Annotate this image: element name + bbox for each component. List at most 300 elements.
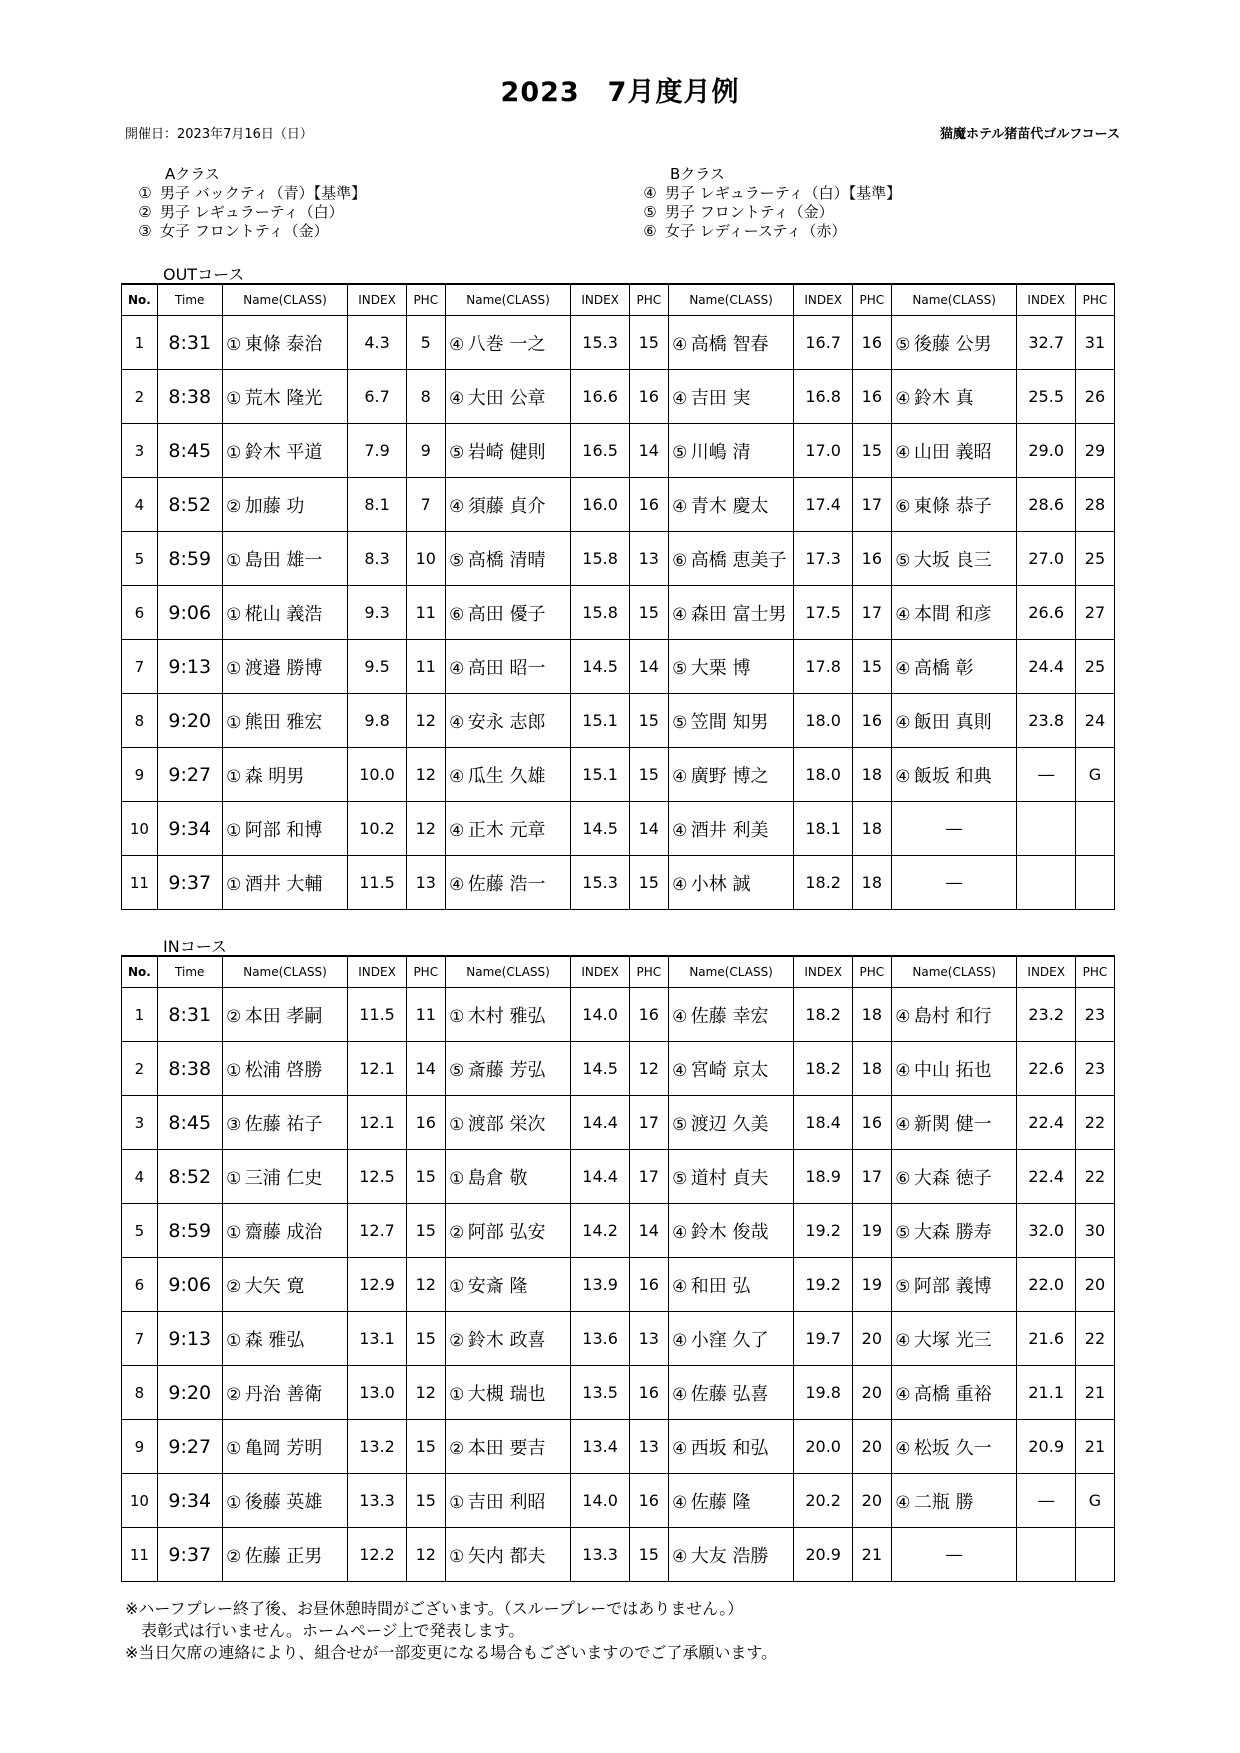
player-class-mark: ④ [449,766,465,787]
player-name: 齋藤 成治 [244,1221,323,1243]
player-name-cell [668,856,794,910]
player-class-mark: ④ [672,1330,688,1351]
player-name: 森田 富士男 [690,603,787,625]
player-class-mark: ① [226,766,242,787]
player-name: 森 雅弘 [244,1329,305,1351]
player-name-cell [891,478,1017,532]
player-index: 19.7 [794,1312,852,1366]
player-phc: 13 [629,532,668,586]
table-row [122,694,1115,748]
player-phc: 17 [852,1150,891,1204]
player-index: 13.3 [348,1474,406,1528]
player-name: 飯田 真則 [913,711,992,733]
player-index: 14.4 [571,1150,629,1204]
tee-time: 8:45 [157,424,222,478]
header-phc: PHC [406,956,445,988]
table-row [122,1528,1115,1582]
player-name: 中山 拓也 [913,1059,992,1081]
player-class-mark: ⑤ [449,550,465,571]
player-phc: 20 [852,1366,891,1420]
player-index: 17.4 [794,478,852,532]
player-class-mark: ④ [672,1222,688,1243]
player-phc: 15 [629,856,668,910]
player-class-mark: ④ [672,1060,688,1081]
player-class-mark: ④ [895,388,911,409]
player-phc: 13 [629,1312,668,1366]
player-name: 阿部 弘安 [467,1221,546,1243]
player-name-cell [668,1042,794,1096]
player-phc: 18 [852,748,891,802]
player-class-mark: ① [226,334,242,355]
player-index: 14.4 [571,1096,629,1150]
player-name-cell [222,1420,348,1474]
player-phc: 15 [629,316,668,370]
player-phc: 16 [629,1474,668,1528]
player-index: 8.1 [348,478,406,532]
player-name: 本間 和彦 [913,603,992,625]
player-class-mark: ④ [672,1276,688,1297]
player-name: 渡邉 勝博 [244,657,323,679]
table-row [122,802,1115,856]
player-class-mark: ⑥ [895,1168,911,1189]
player-name: 松浦 啓勝 [244,1059,323,1081]
header-name: Name(CLASS) [891,956,1017,988]
player-name-cell [222,1096,348,1150]
player-phc: 24 [1075,694,1114,748]
player-index: 15.3 [571,316,629,370]
player-index: 11.5 [348,856,406,910]
player-name: 高橋 清晴 [467,549,546,571]
player-name-cell [668,802,794,856]
player-name: 島倉 敬 [467,1167,528,1189]
tee-time: 8:52 [157,478,222,532]
player-name-cell [891,988,1017,1042]
player-phc: 13 [406,856,445,910]
player-name: 佐藤 浩一 [467,873,546,895]
player-index: 13.0 [348,1366,406,1420]
player-name-cell [445,532,571,586]
player-phc: G [1075,748,1114,802]
group-number: 2 [122,1042,158,1096]
player-name-cell [891,316,1017,370]
player-index: 12.1 [348,1042,406,1096]
player-index: 29.0 [1017,424,1075,478]
player-index: 14.5 [571,640,629,694]
player-index: 19.8 [794,1366,852,1420]
player-name-cell [445,1366,571,1420]
player-class-mark: ④ [672,820,688,841]
player-class-mark: ④ [449,388,465,409]
tee-time: 8:31 [157,988,222,1042]
player-name-cell [668,532,794,586]
player-phc: 11 [406,988,445,1042]
player-name: 高橋 智春 [690,333,769,355]
player-name-cell [445,1528,571,1582]
player-name-cell [445,694,571,748]
player-index: 18.2 [794,1042,852,1096]
group-number: 8 [122,1366,158,1420]
player-index: 18.2 [794,988,852,1042]
player-name: 山田 義昭 [913,441,992,463]
tee-time: 8:45 [157,1096,222,1150]
player-phc: 15 [406,1312,445,1366]
player-phc: 15 [629,586,668,640]
player-phc: 22 [1075,1096,1114,1150]
player-name-cell [668,1096,794,1150]
player-index: 9.5 [348,640,406,694]
player-name: 後藤 英雄 [244,1491,323,1513]
player-phc: 17 [629,1150,668,1204]
player-phc: 25 [1075,640,1114,694]
player-class-mark: ① [449,1276,465,1297]
player-index: 15.3 [571,856,629,910]
player-name-cell [668,1312,794,1366]
class-mark: ① [138,184,152,202]
player-class-mark: ⑤ [672,442,688,463]
player-phc: 22 [1075,1150,1114,1204]
player-phc: 12 [406,802,445,856]
player-name: 大塚 光三 [913,1329,992,1351]
player-phc: 11 [406,640,445,694]
player-index: 16.5 [571,424,629,478]
player-name: 矢内 都夫 [467,1545,546,1567]
player-index: 15.1 [571,694,629,748]
player-name-cell [891,424,1017,478]
player-name: 西坂 和弘 [690,1437,769,1459]
header-name: Name(CLASS) [445,956,571,988]
player-index: 32.0 [1017,1204,1075,1258]
player-class-mark: ① [226,874,242,895]
player-class-mark: ① [226,1168,242,1189]
player-name-cell [891,586,1017,640]
player-class-mark: ④ [449,874,465,895]
player-index: 13.4 [571,1420,629,1474]
player-phc: 19 [852,1204,891,1258]
player-name-cell [891,532,1017,586]
player-class-mark: ② [226,1276,242,1297]
tee-time: 8:59 [157,1204,222,1258]
player-class-mark: ① [449,1168,465,1189]
player-class-mark: ④ [895,1438,911,1459]
player-class-mark: ① [226,820,242,841]
player-name: 本田 要吉 [467,1437,546,1459]
player-index: 12.1 [348,1096,406,1150]
header-name: Name(CLASS) [222,284,348,316]
player-phc: 20 [852,1474,891,1528]
player-index: 14.0 [571,988,629,1042]
player-name-cell [445,640,571,694]
player-name-cell [222,1042,348,1096]
tee-time: 9:20 [157,694,222,748]
table-row [122,1312,1115,1366]
table-header-row [122,284,1115,316]
player-index [1017,856,1075,910]
tee-time: 9:13 [157,1312,222,1366]
player-phc: 16 [852,1096,891,1150]
player-phc: 16 [852,532,891,586]
player-name-cell [891,1204,1017,1258]
tee-time: 9:20 [157,1366,222,1420]
group-number: 8 [122,694,158,748]
event-date: 開催日：2023年7月16日（日） [125,127,313,142]
player-class-mark: ④ [895,1060,911,1081]
player-class-mark: ④ [449,334,465,355]
player-name-cell [668,1204,794,1258]
player-name-cell [222,694,348,748]
player-name: 新関 健一 [913,1113,992,1135]
player-phc: 15 [629,694,668,748]
player-class-mark: ④ [672,1546,688,1567]
player-index: 27.0 [1017,532,1075,586]
player-name: 大森 徳子 [913,1167,992,1189]
player-class-mark: ② [226,1546,242,1567]
player-class-mark: ⑤ [449,442,465,463]
player-phc: 14 [629,424,668,478]
player-index: 32.7 [1017,316,1075,370]
player-index: 20.9 [794,1528,852,1582]
group-number: 11 [122,856,158,910]
header-phc: PHC [1075,284,1114,316]
player-class-mark: ① [449,1384,465,1405]
player-name-cell [445,1258,571,1312]
player-name: 佐藤 祐子 [244,1113,323,1135]
player-name: 小林 誠 [690,873,751,895]
group-number: 1 [122,316,158,370]
player-phc [1075,1528,1114,1582]
player-index: 16.7 [794,316,852,370]
player-class-mark: ① [226,1222,242,1243]
class-mark: ③ [138,222,152,240]
player-phc: 18 [852,802,891,856]
player-name-cell [891,694,1017,748]
player-index: 11.5 [348,988,406,1042]
player-class-mark: ④ [895,442,911,463]
group-number: 4 [122,478,158,532]
player-name: 松坂 久一 [913,1437,992,1459]
player-name: 鈴木 真 [913,387,974,409]
page-title: 2023 7月度月例 [500,77,740,108]
player-name-cell [668,370,794,424]
class-mark: ④ [643,184,657,202]
player-class-mark: ① [226,1438,242,1459]
player-phc: 20 [852,1312,891,1366]
player-index: 4.3 [348,316,406,370]
player-name: 小窪 久了 [690,1329,769,1351]
class-text: 男子 レギュラーティ（白）【基準】 [665,184,902,202]
player-index: ― [1017,1474,1075,1528]
player-name-cell [222,424,348,478]
player-index: 17.5 [794,586,852,640]
player-name: 斎藤 芳弘 [467,1059,546,1081]
player-index: 15.8 [571,532,629,586]
class-mark: ② [138,203,152,221]
group-number: 5 [122,1204,158,1258]
player-name-cell [891,370,1017,424]
player-phc: 15 [406,1204,445,1258]
player-class-mark: ④ [895,658,911,679]
player-class-mark: ② [226,496,242,517]
player-name-cell [891,748,1017,802]
player-name-cell [445,988,571,1042]
player-index: 14.5 [571,1042,629,1096]
table-row [122,1204,1115,1258]
table-row [122,1474,1115,1528]
player-class-mark: ④ [449,712,465,733]
group-number: 10 [122,802,158,856]
player-index: 18.0 [794,748,852,802]
tee-time: 9:06 [157,586,222,640]
table-row [122,316,1115,370]
header-time: Time [157,284,222,316]
header-index: INDEX [1017,284,1075,316]
player-index: 14.5 [571,802,629,856]
player-name: 八巻 一之 [467,333,546,355]
table-row [122,586,1115,640]
player-name-cell [222,1204,348,1258]
player-name-cell [891,1258,1017,1312]
class-b-heading: Bクラス [670,165,725,183]
table-row [122,988,1115,1042]
player-index: 22.0 [1017,1258,1075,1312]
player-name: 鈴木 俊哉 [690,1221,769,1243]
player-class-mark: ④ [449,496,465,517]
player-class-mark: ① [226,1060,242,1081]
player-name-cell [891,1096,1017,1150]
player-name-cell [445,424,571,478]
player-name-cell [222,478,348,532]
player-index: 20.9 [1017,1420,1075,1474]
in-course-label: INコース [163,937,227,956]
player-name: 大栗 博 [690,657,751,679]
class-a-heading: Aクラス [165,165,220,183]
player-index [1017,1528,1075,1582]
header-phc: PHC [1075,956,1114,988]
player-name: 島田 雄一 [244,549,323,571]
player-name: 阿部 義博 [913,1275,992,1297]
tee-time: 9:37 [157,1528,222,1582]
player-phc: 29 [1075,424,1114,478]
group-number: 3 [122,424,158,478]
player-name: 東條 恭子 [913,495,992,517]
player-phc: 23 [1075,1042,1114,1096]
player-phc: 15 [852,424,891,478]
player-index: 9.8 [348,694,406,748]
player-name-cell [445,1096,571,1150]
player-name: 渡部 栄次 [467,1113,546,1135]
player-name: 安斎 隆 [467,1275,528,1297]
player-index: 16.8 [794,370,852,424]
player-class-mark: ① [226,604,242,625]
player-name-cell [445,1420,571,1474]
player-phc: 17 [852,586,891,640]
player-class-mark: ② [449,1438,465,1459]
player-phc [1075,802,1114,856]
table-row [122,478,1115,532]
empty-slot: ― [891,802,1017,856]
class-b-legend [635,165,901,241]
player-name-cell [668,586,794,640]
player-phc: 12 [629,1042,668,1096]
player-name: 須藤 貞介 [467,495,546,517]
player-name-cell [891,1366,1017,1420]
player-index: 15.1 [571,748,629,802]
player-name: 荒木 隆光 [244,387,323,409]
class-item [130,184,366,203]
player-phc: 19 [852,1258,891,1312]
player-name: 宮崎 京太 [690,1059,769,1081]
player-phc: 12 [406,1366,445,1420]
group-number: 6 [122,1258,158,1312]
player-name: 安永 志郎 [467,711,546,733]
player-class-mark: ⑤ [895,334,911,355]
player-name-cell [668,1528,794,1582]
player-name-cell [445,1204,571,1258]
player-index: 18.0 [794,694,852,748]
player-index: 6.7 [348,370,406,424]
player-name-cell [668,748,794,802]
tee-time: 9:13 [157,640,222,694]
player-name-cell [222,1366,348,1420]
player-phc: 12 [406,1258,445,1312]
class-item [635,203,901,222]
player-name: 廣野 博之 [690,765,769,787]
player-name: 酒井 大輔 [244,873,323,895]
header-index: INDEX [348,284,406,316]
player-index: 16.0 [571,478,629,532]
player-phc: 17 [852,478,891,532]
group-number: 6 [122,586,158,640]
header-phc: PHC [852,956,891,988]
player-class-mark: ④ [895,1330,911,1351]
player-name-cell [222,316,348,370]
tee-time: 9:34 [157,1474,222,1528]
player-name: 後藤 公男 [913,333,992,355]
player-index: 7.9 [348,424,406,478]
out-course-label: OUTコース [163,265,245,284]
player-phc: 16 [852,316,891,370]
player-phc: 15 [629,748,668,802]
player-class-mark: ⑥ [449,604,465,625]
player-name: 瓜生 久雄 [467,765,546,787]
player-name-cell [445,802,571,856]
player-name: 高田 優子 [467,603,546,625]
player-class-mark: ④ [672,1006,688,1027]
player-phc: 12 [406,694,445,748]
player-phc [1075,856,1114,910]
player-name-cell [445,748,571,802]
player-name-cell [668,640,794,694]
player-phc: 15 [852,640,891,694]
player-phc: 15 [406,1150,445,1204]
player-index: 13.1 [348,1312,406,1366]
player-class-mark: ④ [672,1384,688,1405]
player-class-mark: ④ [672,766,688,787]
player-class-mark: ④ [895,1492,911,1513]
player-name: 道村 貞夫 [690,1167,769,1189]
header-name: Name(CLASS) [668,956,794,988]
player-name: 笠間 知男 [690,711,769,733]
tee-time: 9:37 [157,856,222,910]
player-phc: 17 [629,1096,668,1150]
player-index: 13.3 [571,1528,629,1582]
group-number: 10 [122,1474,158,1528]
player-phc: 10 [406,532,445,586]
header-index: INDEX [571,284,629,316]
player-phc: 20 [1075,1258,1114,1312]
player-class-mark: ① [226,388,242,409]
player-index: 19.2 [794,1258,852,1312]
player-class-mark: ① [226,1330,242,1351]
